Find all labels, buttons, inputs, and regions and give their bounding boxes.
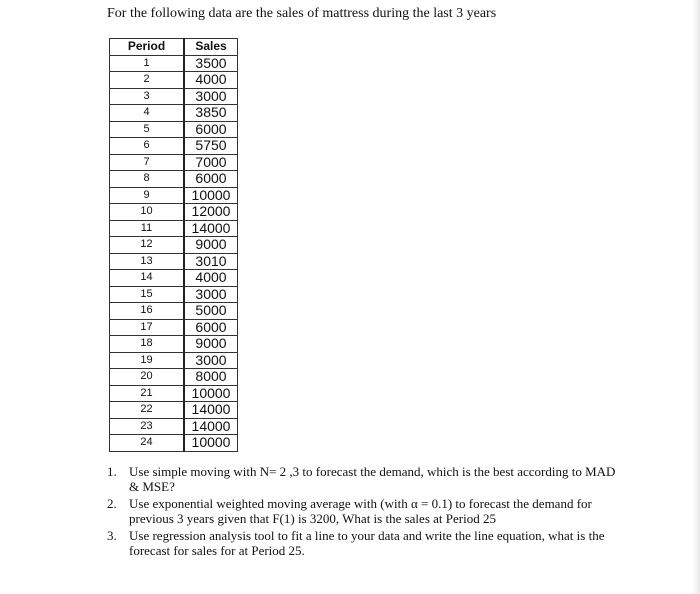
period-cell: 24 [110, 435, 185, 452]
sales-cell: 6000 [184, 121, 238, 138]
sales-cell: 3000 [184, 352, 238, 369]
period-cell: 13 [110, 253, 185, 270]
period-cell: 22 [110, 402, 185, 419]
sales-cell: 9000 [184, 336, 238, 353]
table-row [110, 237, 238, 254]
question-number: 2. [107, 496, 117, 511]
table-row [110, 121, 238, 138]
table-row [110, 336, 238, 353]
sales-cell: 12000 [184, 204, 238, 221]
period-cell: 3 [110, 88, 185, 105]
period-cell: 5 [110, 121, 185, 138]
sales-table [109, 38, 238, 452]
table-row [110, 72, 238, 89]
table-row [110, 105, 238, 122]
period-cell: 21 [110, 385, 185, 402]
question-item [107, 528, 627, 558]
period-cell: 14 [110, 270, 185, 287]
column-header-period: Period [110, 39, 185, 56]
period-cell: 17 [110, 319, 185, 336]
table-row [110, 270, 238, 287]
table-row [110, 385, 238, 402]
sales-cell: 3000 [184, 286, 238, 303]
period-cell: 11 [110, 220, 185, 237]
period-cell: 2 [110, 72, 185, 89]
table-row [110, 171, 238, 188]
sales-cell: 4000 [184, 72, 238, 89]
table-row [110, 220, 238, 237]
table-row [110, 88, 238, 105]
period-cell: 8 [110, 171, 185, 188]
sales-cell: 6000 [184, 171, 238, 188]
document-heading: For the following data are the sales of mattress during the last 3 years [107, 6, 497, 21]
table-body [110, 55, 238, 451]
table-header-row [110, 39, 238, 56]
table-row [110, 352, 238, 369]
sales-cell: 8000 [184, 369, 238, 386]
table-row [110, 138, 238, 155]
sales-cell: 14000 [184, 402, 238, 419]
sales-cell: 6000 [184, 319, 238, 336]
question-text: Use exponential weighted moving average with (with α = 0.1) to forecast the demand for previous 3 years given that F(1) is 3200, What is the sales at Period 25 [129, 496, 592, 526]
table-row [110, 319, 238, 336]
question-item [107, 464, 627, 494]
period-cell: 23 [110, 418, 185, 435]
sales-cell: 10000 [184, 385, 238, 402]
sales-cell: 10000 [184, 435, 238, 452]
sales-cell: 3850 [184, 105, 238, 122]
period-cell: 9 [110, 187, 185, 204]
sales-cell: 7000 [184, 154, 238, 171]
period-cell: 10 [110, 204, 185, 221]
table-row [110, 204, 238, 221]
period-cell: 6 [110, 138, 185, 155]
question-text: Use regression analysis tool to fit a line to your data and write the line equation, what is the forecast for sales for at Period 25. [129, 528, 605, 558]
sales-cell: 9000 [184, 237, 238, 254]
table-row [110, 253, 238, 270]
period-cell: 12 [110, 237, 185, 254]
period-cell: 16 [110, 303, 185, 320]
sales-cell: 10000 [184, 187, 238, 204]
table-row [110, 187, 238, 204]
table-row [110, 402, 238, 419]
question-number: 1. [107, 464, 117, 479]
sales-cell: 5750 [184, 138, 238, 155]
table-row [110, 154, 238, 171]
period-cell: 1 [110, 55, 185, 72]
period-cell: 20 [110, 369, 185, 386]
question-list [107, 464, 627, 560]
table-row [110, 55, 238, 72]
sales-cell: 4000 [184, 270, 238, 287]
table-row [110, 303, 238, 320]
table-row [110, 435, 238, 452]
column-header-sales: Sales [184, 39, 238, 56]
sales-cell: 3000 [184, 88, 238, 105]
sales-cell: 3010 [184, 253, 238, 270]
question-text: Use simple moving with N= 2 ,3 to forecast the demand, which is the best according to MAD & MSE? [129, 464, 616, 494]
period-cell: 4 [110, 105, 185, 122]
question-number: 3. [107, 528, 117, 543]
period-cell: 19 [110, 352, 185, 369]
period-cell: 18 [110, 336, 185, 353]
sales-cell: 5000 [184, 303, 238, 320]
sales-cell: 14000 [184, 418, 238, 435]
table-row [110, 369, 238, 386]
table-row [110, 286, 238, 303]
sales-cell: 14000 [184, 220, 238, 237]
question-item [107, 496, 627, 526]
table-row [110, 418, 238, 435]
period-cell: 15 [110, 286, 185, 303]
period-cell: 7 [110, 154, 185, 171]
page-edge-shadow [692, 0, 700, 594]
sales-cell: 3500 [184, 55, 238, 72]
